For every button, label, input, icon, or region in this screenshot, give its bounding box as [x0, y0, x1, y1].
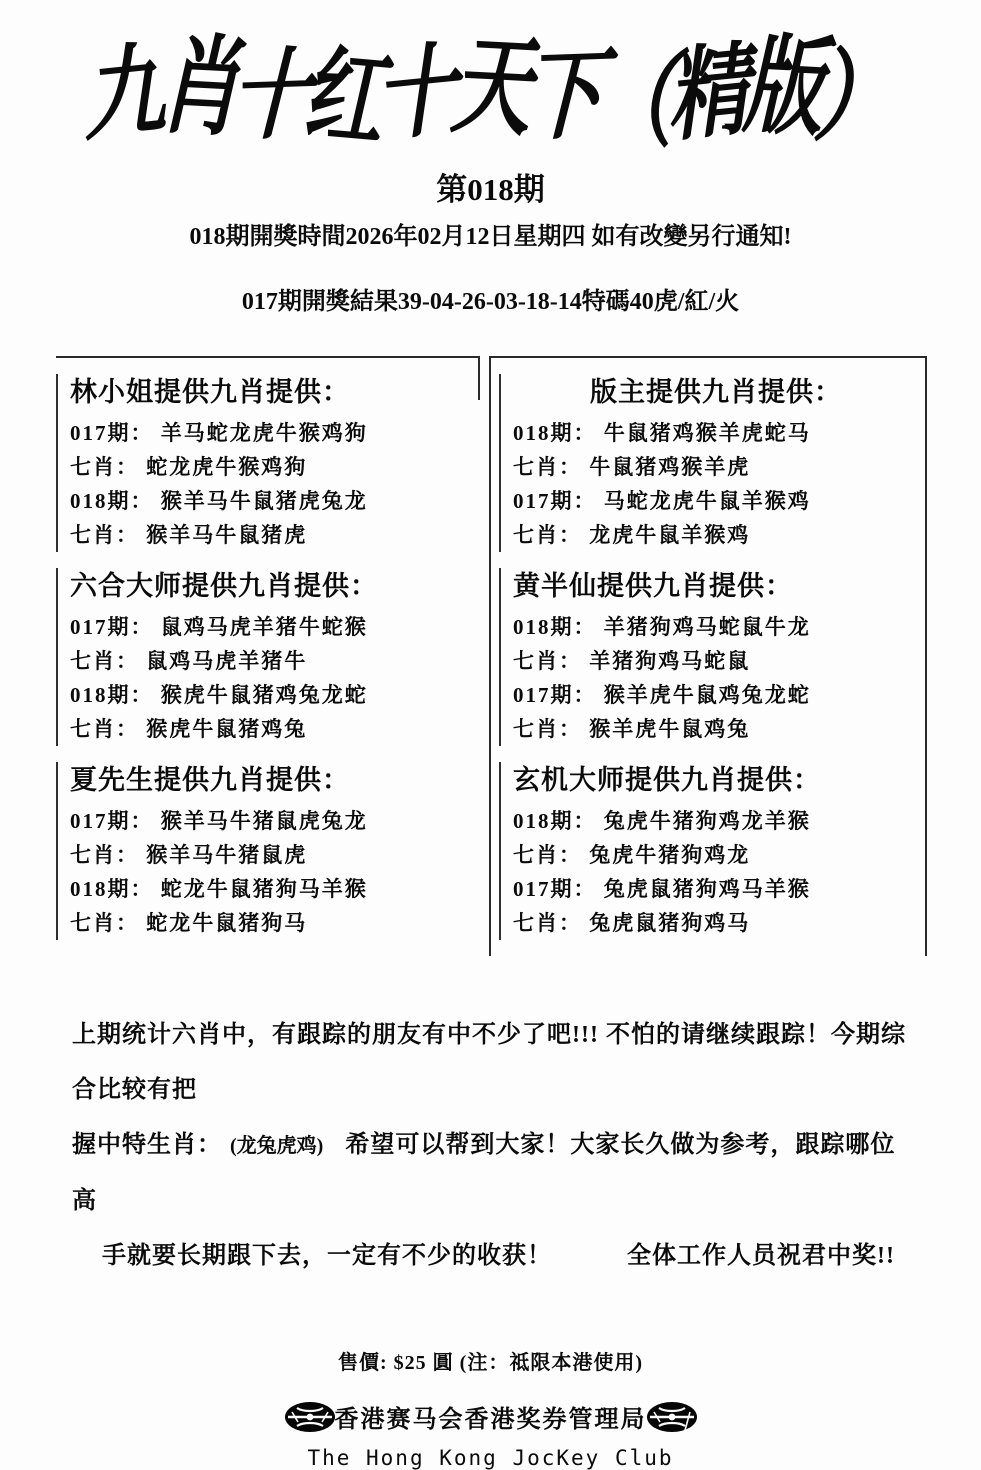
panel-banzhu [499, 374, 919, 552]
draw-time-line: 018期開獎時間2026年02月12日星期四 如有改變另行通知! [189, 224, 792, 250]
prediction-row: 017期： 猴羊马牛猪鼠虎兔龙 [70, 809, 368, 833]
masthead-title: 九肖十红十天下（精版） [81, 22, 910, 162]
prediction-row: 七肖： 猴羊马牛猪鼠虎 [70, 843, 308, 867]
panel-heading: 版主提供九肖提供： [590, 377, 842, 407]
left-column [56, 356, 480, 956]
prediction-row: 七肖： 龙虎牛鼠羊猴鸡 [513, 523, 751, 547]
notice-line-2-suffix: 希望可以帮到大家！大家长久做为参考，跟踪哪位高 [72, 1132, 896, 1214]
panel-heading: 夏先生提供九肖提供： [70, 765, 350, 795]
notice-line-2-prefix: 握中特生肖： [72, 1132, 222, 1158]
organization-name: 香港赛马会香港奖券管理局 [334, 1407, 647, 1433]
special-zodiac-highlight: (龙兔虎鸡) [230, 1135, 324, 1157]
prediction-row: 七肖： 蛇龙虎牛猴鸡狗 [70, 455, 308, 479]
panel-heading: 林小姐提供九肖提供： [70, 377, 350, 407]
panel-huang-banxian [499, 568, 919, 746]
panel-xuanji-dashi [499, 762, 919, 940]
panel-heading: 黄半仙提供九肖提供： [513, 571, 793, 601]
prediction-row: 七肖： 羊猪狗鸡马蛇鼠 [513, 649, 751, 673]
issue-number: 第018期 [436, 172, 545, 207]
hkjc-logo-icon [646, 1400, 698, 1434]
prediction-row: 七肖： 鼠鸡马虎羊猪牛 [70, 649, 308, 673]
prediction-row: 七肖： 兔虎鼠猪狗鸡马 [513, 911, 751, 935]
organization-line [0, 1399, 981, 1434]
prediction-row: 017期： 猴羊虎牛鼠鸡兔龙蛇 [513, 683, 811, 707]
notice-line-1: 上期统计六肖中，有跟踪的朋友有中不少了吧!!! 不怕的请继续跟踪！今期综合比较有把 [72, 1022, 906, 1103]
notice-paragraph [72, 1008, 915, 1284]
tip-sheet-page [0, 22, 981, 1470]
prediction-row: 七肖： 猴虎牛鼠猪鸡兔 [70, 717, 308, 741]
notice-line-2 [72, 1118, 915, 1229]
prediction-row: 018期： 猴羊马牛鼠猪虎兔龙 [70, 489, 368, 513]
panel-lin-xiaojie [56, 374, 476, 552]
panel-heading: 玄机大师提供九肖提供： [513, 765, 821, 795]
panel-liuhe-dashi [56, 568, 476, 746]
panel-heading: 六合大师提供九肖提供： [70, 571, 378, 601]
prediction-row: 018期： 蛇龙牛鼠猪狗马羊猴 [70, 877, 368, 901]
prediction-row: 018期： 兔虎牛猪狗鸡龙羊猴 [513, 809, 811, 833]
prediction-row: 七肖： 牛鼠猪鸡猴羊虎 [513, 455, 751, 479]
prediction-row: 七肖： 蛇龙牛鼠猪狗马 [70, 911, 308, 935]
prediction-row: 七肖： 猴羊虎牛鼠鸡兔 [513, 717, 751, 741]
prediction-row: 七肖： 猴羊马牛鼠猪虎 [70, 523, 308, 547]
prediction-row: 018期： 猴虎牛鼠猪鸡兔龙蛇 [70, 683, 368, 707]
prediction-row: 017期： 马蛇龙虎牛鼠羊猴鸡 [513, 489, 811, 513]
prediction-row: 017期： 羊马蛇龙虎牛猴鸡狗 [70, 421, 368, 445]
previous-result-line: 017期開獎結果39-04-26-03-18-14特碼40虎/紅/火 [241, 289, 740, 315]
english-club-name: The Hong Kong JocKey Club [307, 1446, 674, 1470]
prediction-row: 七肖： 兔虎牛猪狗鸡龙 [513, 843, 751, 867]
prediction-row: 017期： 兔虎鼠猪狗鸡马羊猴 [513, 877, 811, 901]
prediction-row: 018期： 羊猪狗鸡马蛇鼠牛龙 [513, 615, 811, 639]
prediction-columns [56, 356, 927, 956]
right-column [489, 356, 927, 956]
notice-line-3: 手就要长期跟下去，一定有不少的收获！ 全体工作人员祝君中奖!! [102, 1243, 895, 1269]
price-line: 售價: $25 圓 (注：祗限本港使用) [338, 1352, 643, 1374]
prediction-row: 017期： 鼠鸡马虎羊猪牛蛇猴 [70, 615, 368, 639]
prediction-row: 018期： 牛鼠猪鸡猴羊虎蛇马 [513, 421, 811, 445]
panel-xia-xiansheng [56, 762, 476, 940]
hkjc-logo-icon [284, 1400, 336, 1434]
